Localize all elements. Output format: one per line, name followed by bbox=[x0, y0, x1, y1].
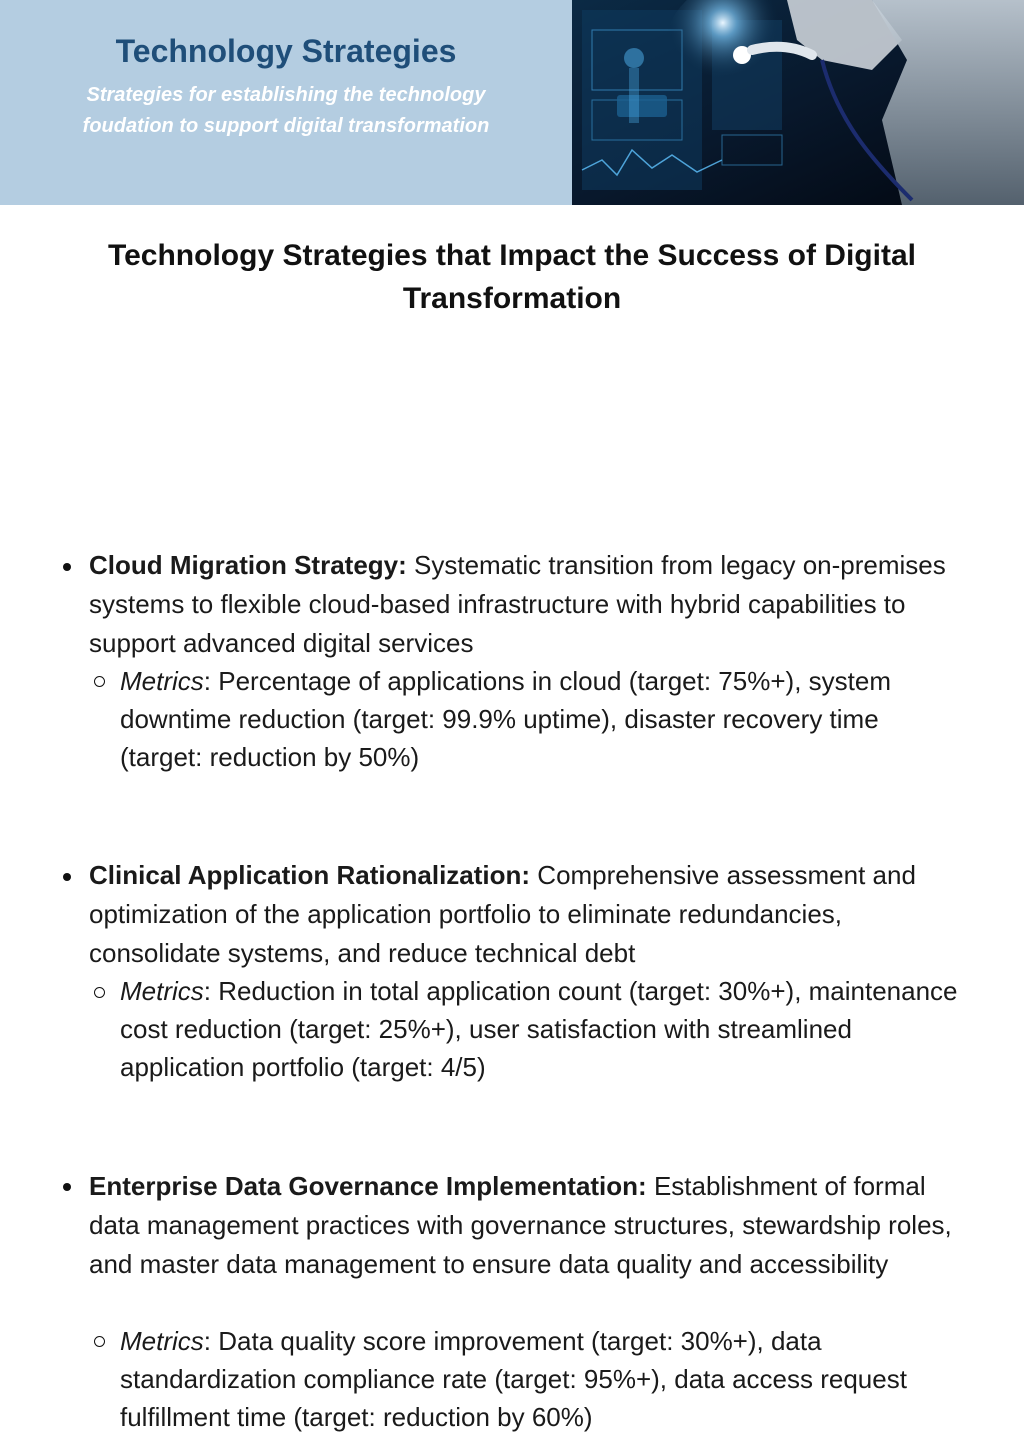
strategy-text bbox=[89, 856, 959, 973]
main-title bbox=[60, 234, 964, 320]
metric-details: : Data quality score improvement (target: 30%+), data standardization compliance rate (target: 95%+), data access request fulfillment time (target: reduction by 60%) bbox=[120, 1326, 907, 1432]
metric-text bbox=[120, 972, 960, 1086]
strategy-name: Cloud Migration Strategy: bbox=[89, 550, 407, 580]
bullet-icon bbox=[63, 873, 71, 881]
metric-text bbox=[120, 662, 960, 776]
bullet-icon bbox=[63, 1183, 71, 1191]
page-header bbox=[0, 0, 1024, 205]
strategy-text bbox=[89, 1167, 959, 1284]
bullet-icon bbox=[63, 563, 71, 571]
header-subtitle-line-2: foudation to support digital transformation bbox=[82, 115, 490, 137]
hero-image bbox=[572, 0, 1024, 205]
strategy-description: Establishment of formal data management practices with governance structures, stewardship roles, and master data management to ensure data quality and accessibility bbox=[89, 1171, 952, 1279]
header-subtitle bbox=[0, 80, 572, 142]
main-title-line-1: Technology Strategies that Impact the Success of Digital bbox=[108, 239, 916, 272]
metric-details: : Reduction in total application count (target: 30%+), maintenance cost reduction (target: 25%+), user satisfaction with streamlined application portfolio (target: 4/5) bbox=[120, 976, 958, 1082]
metric-label: Metrics bbox=[120, 1326, 204, 1356]
doctor-digital-interface-image bbox=[572, 0, 1024, 205]
main-title-line-2: Transformation bbox=[402, 282, 622, 315]
strategy-description: Comprehensive assessment and optimization of the application portfolio to eliminate redundancies, consolidate systems, and reduce technical debt bbox=[89, 860, 916, 968]
strategy-description: Systematic transition from legacy on-premises systems to flexible cloud-based infrastructure with hybrid capabilities to support advanced digital services bbox=[89, 550, 946, 658]
header-subtitle-line-1: Strategies for establishing the technology bbox=[86, 84, 486, 106]
metric-label: Metrics bbox=[120, 976, 204, 1006]
header-title: Technology Strategies bbox=[115, 33, 457, 69]
circle-bullet-icon bbox=[94, 1336, 105, 1347]
strategy-text bbox=[89, 546, 959, 663]
strategy-name: Clinical Application Rationalization: bbox=[89, 860, 531, 890]
metric-details: : Percentage of applications in cloud (target: 75%+), system downtime reduction (target: 99.9% uptime), disaster recovery time (target: reduction by 50%) bbox=[120, 666, 891, 772]
header-text-block bbox=[0, 0, 572, 205]
circle-bullet-icon bbox=[94, 676, 105, 687]
strategy-name: Enterprise Data Governance Implementation: bbox=[89, 1171, 647, 1201]
circle-bullet-icon bbox=[94, 987, 105, 998]
metric-text bbox=[120, 1322, 960, 1436]
metric-label: Metrics bbox=[120, 666, 204, 696]
